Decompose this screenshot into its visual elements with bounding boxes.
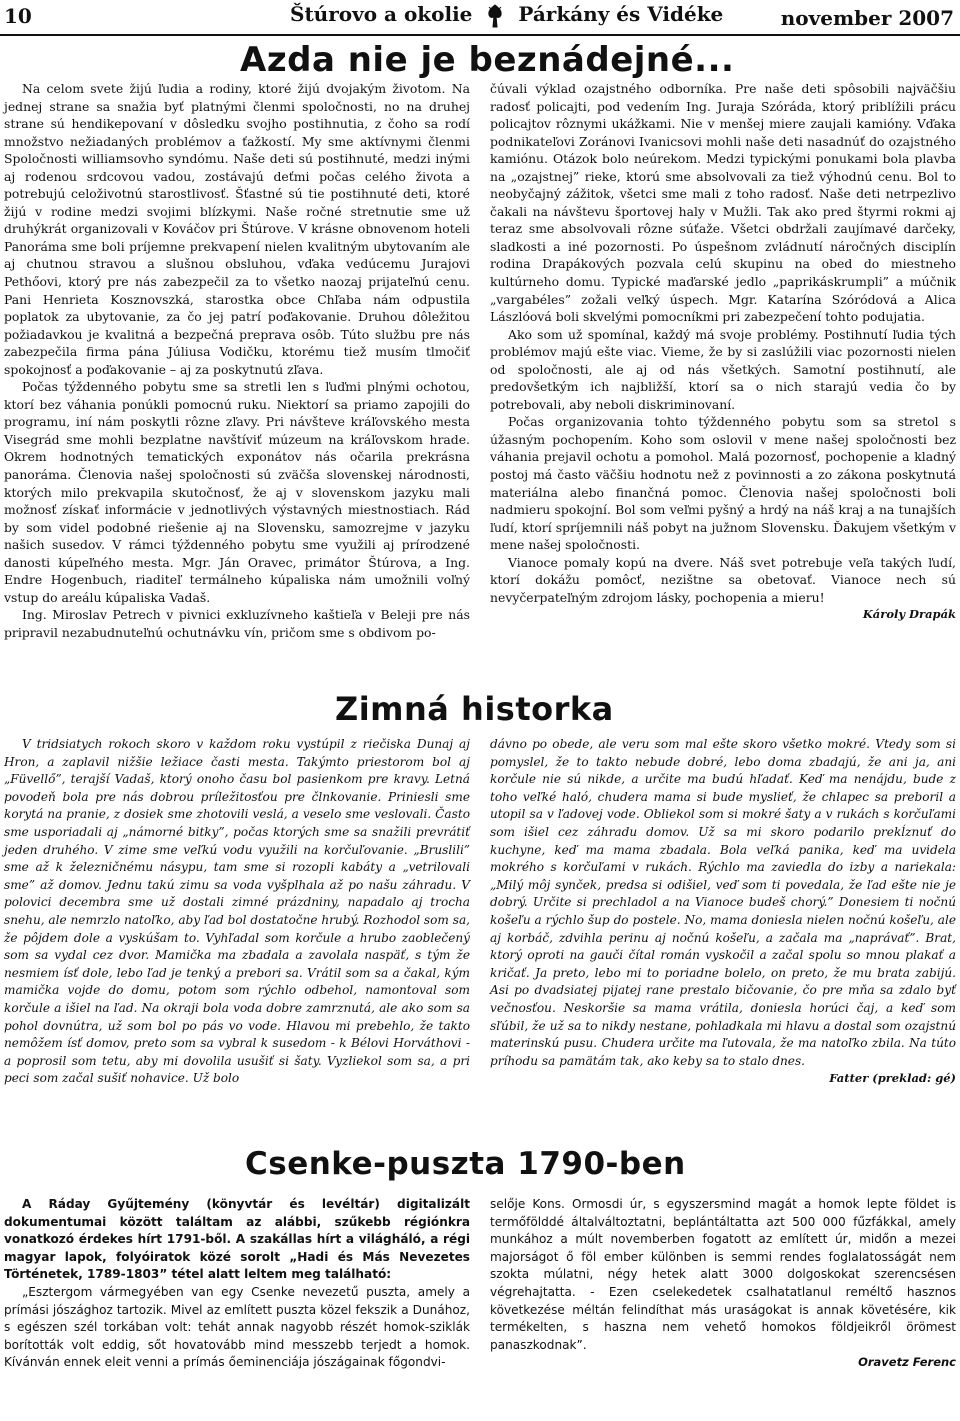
article2-paragraph: dávno po obede, ale veru som mal ešte skoro všetko mokré. Vtedy som si pomyslel, že to takto nebude dobré, lebo doma zbadajú, že ani ja, ani korčule nie sú nikde, a určite ma budú hľadať. Keď ma nenájdu, bude z toho veľké haló, chudera mama si bude myslieť, že chlapec sa preboril a utopil sa v ľadovej vode. Obliekol som si mokré šaty a v rukách s korčuľami som išiel cez záhradu domov. Už sa mi skoro podarilo prekĺznuť do kuchyne, keď ma mama zbadala. Bola veľká panika, keď ma uvidela mokrého s korčuľami v rukách. Rýchlo ma zaviedla do izby a nariekala: „Milý môj synček, predsa si odišiel, veď som ti povedala, že ľad ešte nie je dobrý. Určite si prechladol a na Vianoce budeš chorý.” Donesiem ti nočnú košeľu a rýchlo šup do postele. No, mama doniesla nielen nočnú košeľu, ale aj korbáč, zdvihla perinu aj nočnú košeľu, a začala ma „naprávať”. Brat, ktorý oproti na gauči čítal román vyskočil a začal spolu so mnou plakať a kričať. Ja preto, lebo mi to poriadne bolelo, on preto, že mu brata zabijú. Asi po dvadsiatej pijatej rane prestalo bičovanie, čo pre mňa sa zdalo byť večnosťou. Neskoršie sa mama vrátila, doniesla horúci čaj, a keď som sľúbil, že už sa to nikdy nestane, pohladkala mi hlavu a dostal som ozajstnú materinskú pusu. Chudera určite ma ľutovala, že ma natoľko zbila. Na túto príhodu sa pamätám tak, ako keby sa to stalo dnes. (490, 737, 956, 1068)
article1-paragraph: Počas organizovania tohto týždenného pobytu som sa stretol s úžasným pochopením. Koho som oslovil v mene našej spoločnosti bez váhania prejavil ochotu a pomohol. Malá pozornosť, pochopenie a kladný postoj má často väčšiu hodnotu než z povinnosti a zo zákona poskytnutá materiálna alebo finančná pomoc. Členovia našej spoločnosti boli nadmieru spokojní. Bol som veľmi pyšný a hrdý na náš kraj a na tunajších ľudí, ktorí spríjemnili náš pobyt na južnom Slovensku. Ďakujem všetkým v mene našej spoločnosti. (490, 414, 956, 553)
article1-headline: Azda nie je beznádejné... (240, 40, 735, 80)
article1-paragraph: čúvali výklad ozajstného odborníka. Pre naše deti spôsobili najväčšiu radosť policajti, pod vedením Ing. Juraja Szóráda, ktorý priblížili prácu policajtov rôznymi ukážkami. Nie v menšej miere zaujali kamióny. Vďaka podnikateľovi Zoránovi Ivanicsovi mohli naše deti nasadnúť do ozajstného kamiónu. Otázok bolo neúrekom. Medzi typickými ponukami bola plavba na „ozajstnej” rieke, ktorú sme absolvovali za tiež výhodnú cenu. Bol to neobyčajný zážitok, všetci sme mali z toho radosť. Naše deti netrpezlivo čakali na návštevu športovej haly v Mužli. Tak ako pred štyrmi rokmi aj teraz sme absolvovali rôzne súťaže. Všetci obdržali zaujímavé darčeky, sladkosti a iné pozornosti. Po úspešnom zvládnutí náročných disciplín rodina Drapákových pozvala celú skupinu na obed do miestneho kultúrneho domu. Typické maďarské jedlo „paprikáskrumpli” a múčnik „vargabéles” zožali veľký úspech. Mgr. Katarína Szóródová a Alica Lászlóová boli skvelými pomocníkmi pri zabezpečení tohto podujatia. (490, 81, 956, 325)
emblem-icon (485, 4, 505, 28)
article1-column-right (490, 80, 956, 624)
article2-signature: Fatter (preklad: gé) (829, 1071, 956, 1086)
masthead-title-slovak: Štúrovo a okolie (290, 2, 473, 26)
article1-paragraph: Počas týždenného pobytu sme sa stretli len s ľuďmi plnými ochotou, ktorí bez váhania ponúkli pomocnú ruku. Niektorí sa priamo zapojili do programu, iní nám poskytli rôzne zľavy. Pri návšteve kráľovského mesta Visegrád sme mohli bezplatne navštíviť múzeum na kráľovskom hrade. Okrem hodnotných tematických exponátov nás očarila prekrásna panoráma. Členovia našej spoločnosti sú zväčša slovenskej národnosti, ktorých milo prekvapila skutočnosť, že aj v slovenskom jazyku mali možnosť získať informácie v jednotlivých výstavných miestnostiach. Rád by som videl podobné riešenie aj na Slovensku, samozrejme v jazyku našich susedov. V rámci týždenného pobytu sme využili aj prírodzené danosti kúpeľného mesta. Mgr. Ján Oravec, primátor Štúrova, a Ing. Endre Hogenbuch, riaditeľ termálneho kúpaliska nám umožnili voľný vstup do areálu kúpaliska Vadaš. (4, 379, 470, 605)
article1-paragraph: Na celom svete žijú ľudia a rodiny, ktoré žijú dvojakým životom. Na jednej strane sa snažia byť platnými členmi spoločnosti, no na druhej strane sú hendikepovaní v dôsledku svojho postihnutia, z čoho sa rodí množstvo nežiadaných problémov a ťažkostí. My sme aktívnymi členmi Spoločnosti williamsovho syndómu. Naše deti sú postihnuté, medzi inými aj rodenou srdcovou vadou, zostávajú deťmi počas celého života a potrebujú celoživotnú starostlivosť. Šťastné sú tie postihnuté deti, ktoré žijú v rodine medzi svojimi blízkymi. Naše ročné stretnutie sme už druhýkrát organizovali v Kováčov pri Štúrove. V krásne obnovenom hoteli Panoráma sme boli príjemne prekvapení nielen kvalitným ubytovaním ale aj chutnou stravou a slušnou obsluhou, vďaka vedúcemu Jurajovi Pethőovi, ktorý pre nás zabezpečil za to všetko naozaj prijateľnú cenu. Pani Henrieta Kosznovszká, starostka obce Chľaba nám odpustila poplatok za ubytovanie, za čo jej patrí poďakovanie. Druhou dôležitou požiadavkou je kvalitná a bezpečná preprava osôb. Túto službu pre nás zabezpečila firma pána Júliusa Vodičku, ktorému tiež musím tlmočiť spokojnosť a poďakovanie – aj za poskytnutú zľava. (4, 81, 470, 377)
article3-paragraph: selője Kons. Ormosdi úr, s egyszersmind magát a homok lepte földet is termőfölddé általváltoztatni, beplántáltatta azt 500 000 fűzfákkal, amely munkához a múlt novemberben fogatott az említett úr, midőn a mezei majorságot ő föl ember különben is semmi rendes foglalatosságát nem szokta múlatni, négy hetek alatt 3000 dolgoskokat szerencsésen végrehajtatta. - Ezen cselekedetek csalhatatlanul reméltő hasznos következése méltán felindíthat más uraságokat is annak követésére, kik termékelten, s haszna nem vehető homokos földjeikről örömest panaszkodnak”. (490, 1197, 956, 1352)
article2-column-right (490, 736, 956, 1088)
issue-date: november 2007 (780, 6, 954, 30)
article3-signature: Oravetz Ferenc (858, 1355, 956, 1370)
article1-signature: Károly Drapák (862, 607, 956, 622)
masthead-title-hungarian: Párkány és Vidéke (518, 2, 724, 26)
masthead (290, 2, 724, 28)
article2-headline: Zimná historka (335, 690, 614, 728)
article3-paragraph: „Esztergom vármegyében van egy Csenke nevezetű puszta, amely a prímási jószághoz tartozik. Mivel az említett puszta közel fekszik a Dunához, s egészen szél torkában volt: tehát annak nagyobb részét homok-sziklák borították volt eddig, sőt hovatovább mind messzebb terjedt a homok. Kívánván ennek eleit venni a prímás őeminenciája jószágainak főgondvi- (4, 1284, 470, 1370)
article3-lead: A Ráday Gyűjtemény (könyvtár és levéltár) digitalizált dokumentumai között találtam az alábbi, szűkebb régiónkra vonatkozó érdekes hírt 1791-ből. A szakállas hírt a világháló, a régi magyar lapok, folyóiratok közé sorolt „Hadi és Más Nevezetes Történetek, 1789-1803” tétel alatt leltem meg található: (4, 1197, 470, 1282)
article1-paragraph: Ing. Miroslav Petrech v pivnici exkluzívneho kaštieľa v Beleji pre nás pripravil nezabudnuteľnú ochutnávku vín, pričom sme s obdivom po- (4, 607, 470, 640)
article1-column-left (4, 80, 470, 642)
article3-headline: Csenke-puszta 1790-ben (245, 1146, 686, 1182)
article3-column-right (490, 1196, 956, 1372)
article1-paragraph: Ako som už spomínal, každý má svoje problémy. Postihnutí ľudia tých problémov majú ešte viac. Vieme, že by si zaslúžili viac pozornosti nielen od spoločnosti, ale aj od nás všetkých. Samotní postihnutí, ale predovšetkým ich najbližší, ktorí sa o nich starajú vedia čo by potrebovali, aby neboli diskriminovaní. (490, 326, 956, 412)
article3-column-left (4, 1196, 470, 1372)
page-number: 10 (4, 4, 32, 28)
page-header (0, 0, 960, 36)
article2-paragraph: V tridsiatych rokoch skoro v každom roku vystúpil z riečiska Dunaj aj Hron, a zaplavil nižšie ležiace časti mesta. Takýmto priestorom bol aj „Füvellő”, terajší Vadaš, ktorý onoho času bol pasienkom pre kravy. Letná povodeň bola pre nás dobrou príležitosťou pre člnkovanie. Priniesli sme korytá na pranie, z dosiek sme zhotovili veslá, a veselo sme veslovali. Často sme usporiadali aj „námorné bitky”, počas ktorých sme sa snažili prevrátiť jeden druhého. V zime sme veľkú vodu využili na korčuľovanie. „Bruslili” sme až k železničnému násypu, tam sme si rozopli kabáty a „vetrilovali sme” až domov. Jednu takú zimu sa voda vyšplhala až po našu záhradu. V polovici decembra sme už dostali zimné prázdniny, napadalo aj trocha snehu, ale nemrzlo natoľko, aby ľad bol dostatočne hrubý. Rozhodol som sa, že pôjdem dole a vyskúšam to. Vyhľadal som korčule a hrubo zaoblečený som sa vydal cez dvor. Mamička ma zbadala a zavolala naspäť, s tým že nesmiem ísť dole, lebo ľad je tenký a prebori sa. Vrátil som sa a čakal, kým mamička vojde do domu, potom som rýchlo odbehol, namontoval som korčule a išiel na ľad. Na okraji bola voda dobre zamrznutá, ale ako som sa pohol dovnútra, už som bol po pás vo vode. Hlavou mi prebehlo, že takto nemôžem ísť domov, preto som sa vybral k susedom - k Bélovi Horváthovi - a poprosil som tetu, aby mi dovolila usušiť si šaty. Vyzliekol som sa, a pri peci som začal sušiť nohavice. Už bolo (4, 737, 470, 1086)
article2-column-left (4, 736, 470, 1088)
article1-paragraph: Vianoce pomaly kopú na dvere. Náš svet potrebuje veľa takých ľudí, ktorí dokážu pomôcť, nezištne sa obetovať. Vianoce nech sú nevyčerpateľným zdrojom lásky, pochopenia a mieru! (490, 554, 956, 605)
